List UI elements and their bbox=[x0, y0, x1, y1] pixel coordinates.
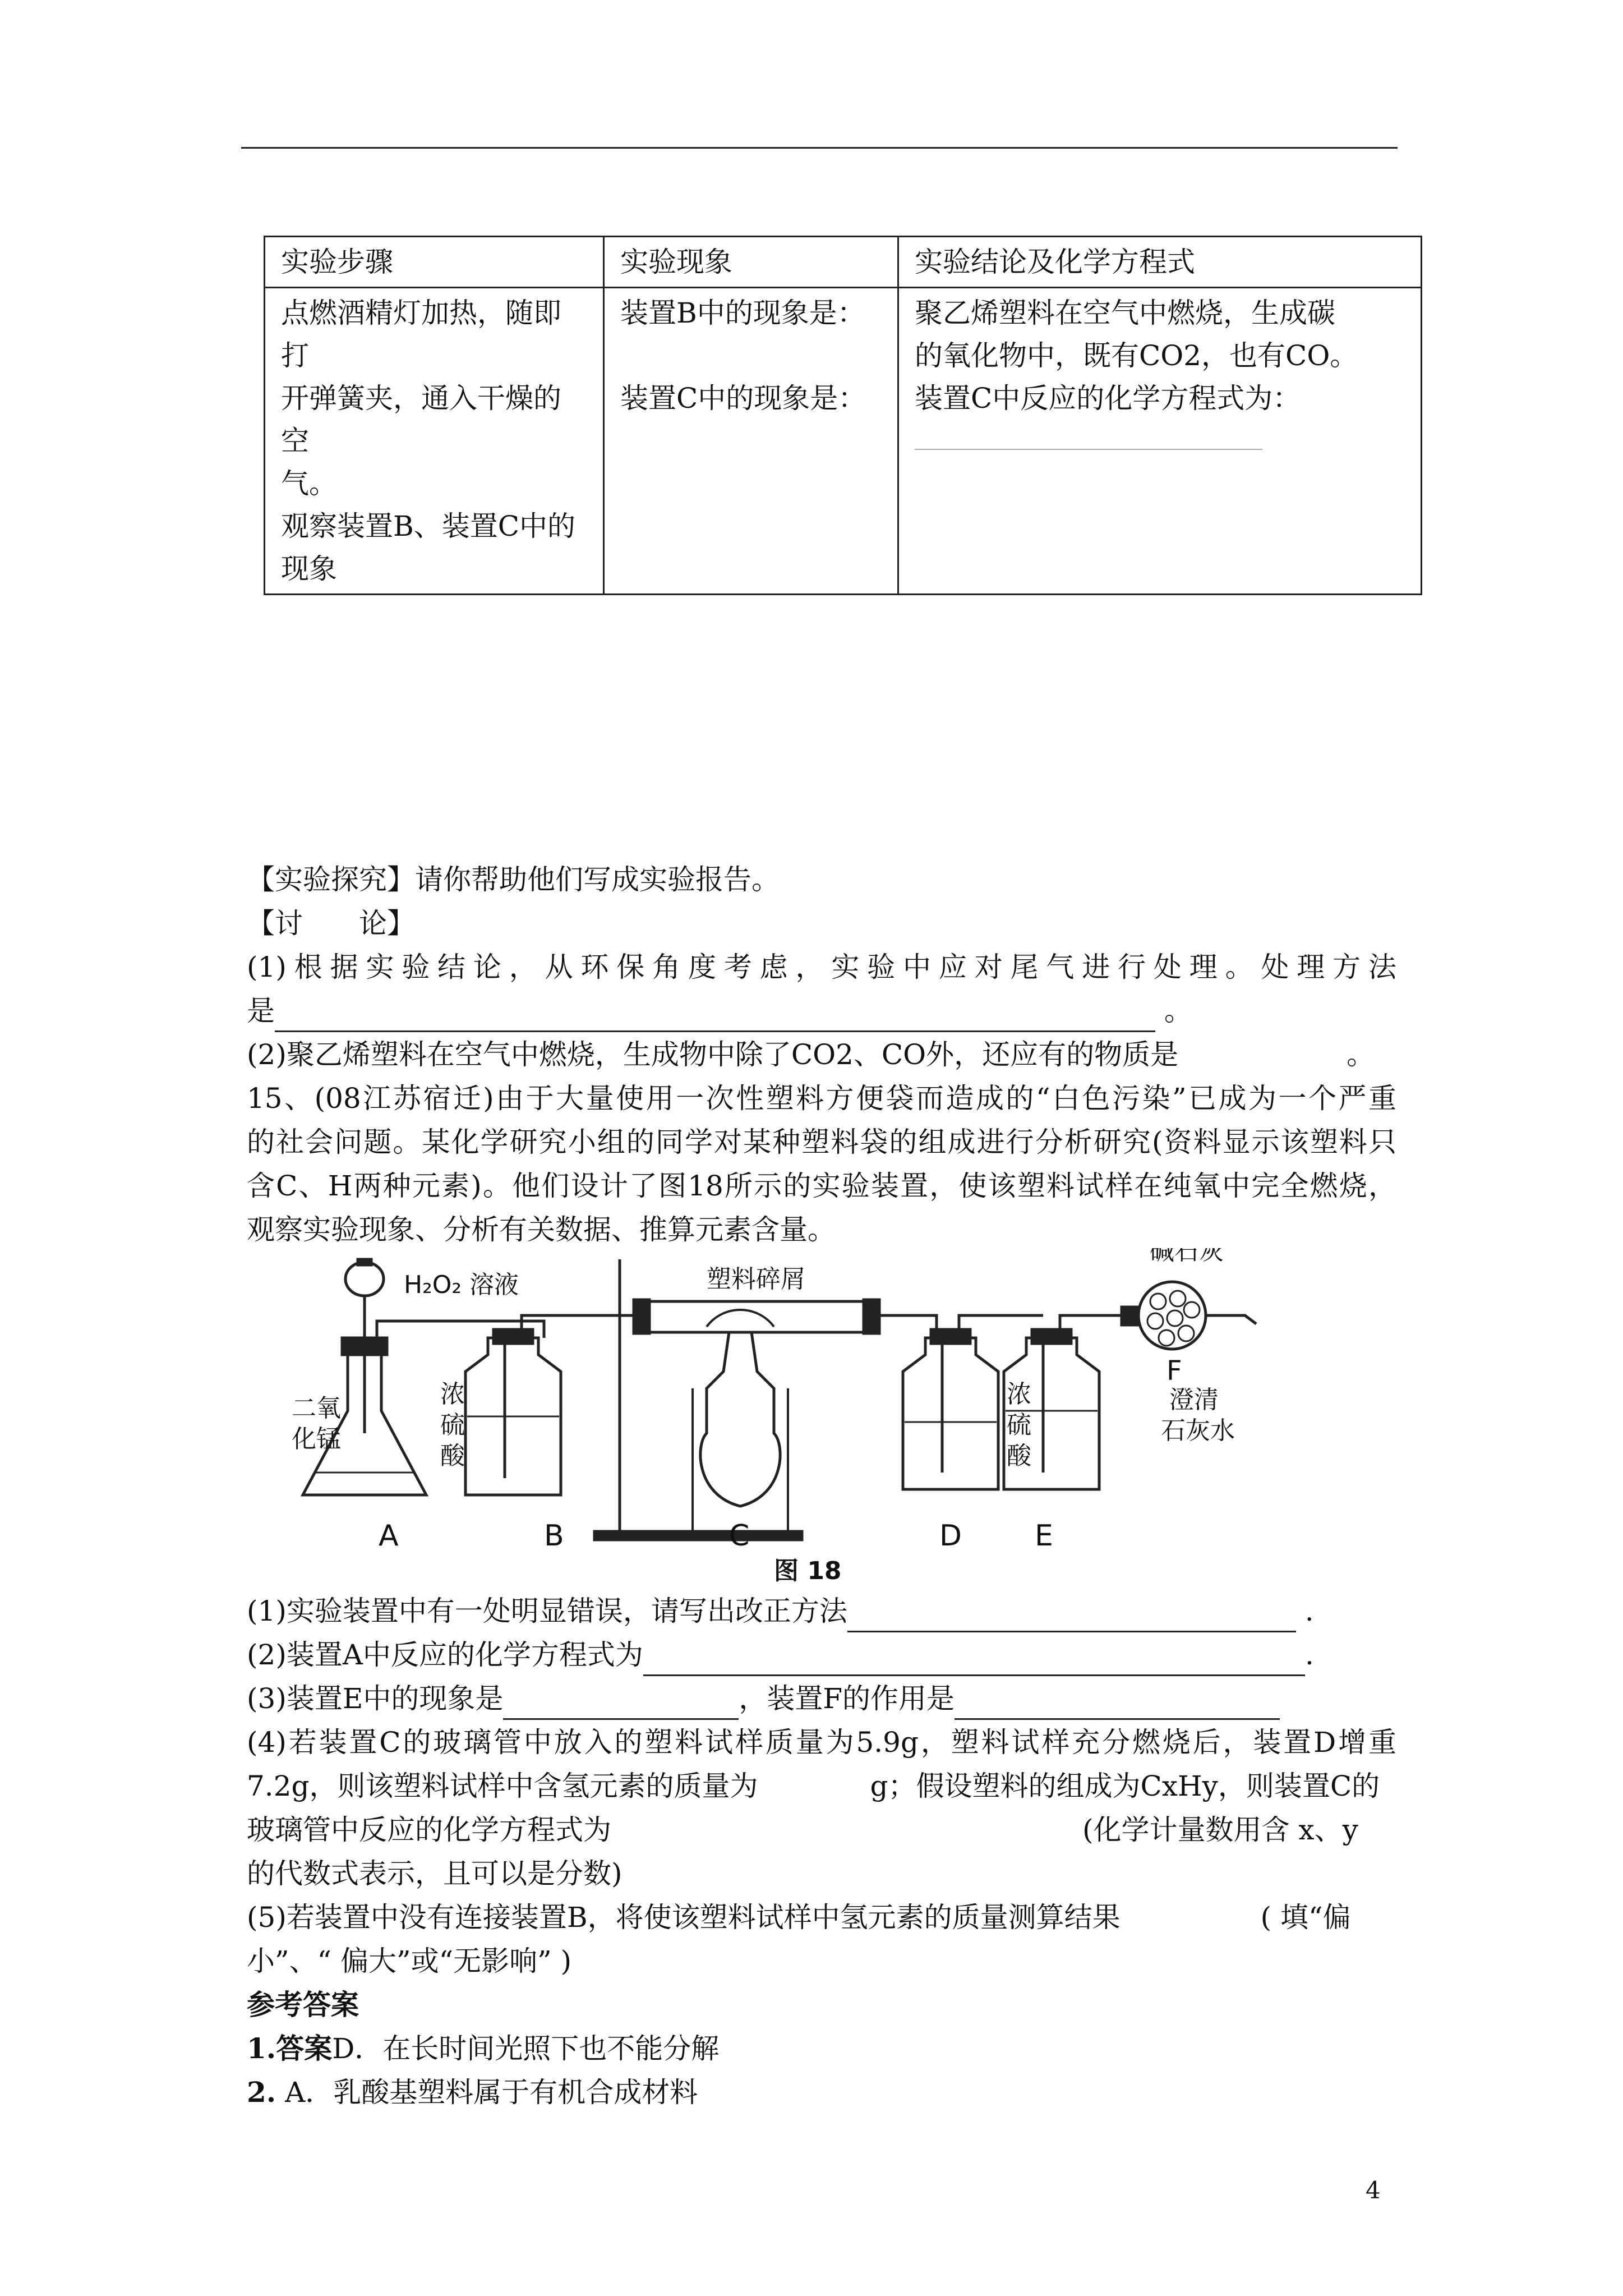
label-h2so4-b-3: 酸 bbox=[440, 1442, 465, 1470]
apparatus-figure bbox=[280, 1248, 1301, 1585]
q-4-line3 bbox=[247, 1809, 1358, 1851]
discuss-q2-end: 。 bbox=[1347, 1038, 1375, 1071]
q15-line1: 15、(08江苏宿迁)由于大量使用一次性塑料方便袋而造成的“白色污染”已成为一个严重 bbox=[247, 1082, 1396, 1115]
q-1-blank bbox=[847, 1599, 1296, 1632]
q-1-end: . bbox=[1304, 1595, 1314, 1627]
q-4-line4: 的代数式表示，且可以是分数) bbox=[247, 1857, 623, 1890]
discuss-heading: 【讨 论】 bbox=[247, 907, 415, 940]
discuss-q2 bbox=[247, 1033, 1375, 1076]
table-header-conclusion: 实验结论及化学方程式 bbox=[898, 237, 1422, 288]
conclusion-line: 的氧化物中，既有CO2，也有CO。 bbox=[915, 339, 1358, 372]
label-plastic-scraps: 塑料碎屑 bbox=[707, 1265, 805, 1294]
table-cell-steps bbox=[265, 288, 604, 595]
q-3-blank-b bbox=[955, 1687, 1280, 1720]
q-4-text-b1: 7.2g，则该塑料试样中含氢元素的质量为 bbox=[247, 1770, 758, 1802]
q-4-text-c2: (化学计量数用含 x、y bbox=[1082, 1814, 1358, 1846]
answer-2 bbox=[247, 2071, 698, 2114]
answer-blank bbox=[915, 423, 1262, 450]
q-5-text-a1: (5)若装置中没有连接装置B，将使该塑料试样中氢元素的质量测算结果 bbox=[247, 1901, 1121, 1934]
answer-1 bbox=[247, 2027, 719, 2070]
q-4-text-c1: 玻璃管中反应的化学方程式为 bbox=[247, 1814, 611, 1846]
drying-tube-outlet bbox=[1206, 1315, 1256, 1324]
q-2-blank bbox=[643, 1643, 1305, 1676]
q-3-text-b: ，装置F的作用是 bbox=[739, 1682, 955, 1715]
table-cell-conclusion bbox=[898, 288, 1422, 595]
discuss-q1-prefix: 是 bbox=[247, 995, 275, 1027]
discuss-q1-end: 。 bbox=[1164, 995, 1192, 1027]
label-h2so4-b-1: 浓 bbox=[440, 1380, 465, 1409]
label-h2o2: H₂O₂ 溶液 bbox=[404, 1271, 519, 1299]
q-2-end: . bbox=[1304, 1639, 1314, 1671]
phenomenon-b: 装置B中的现象是： bbox=[620, 297, 865, 329]
q-2 bbox=[247, 1634, 1314, 1676]
label-h2so4-b-2: 硫 bbox=[440, 1411, 465, 1439]
q-3 bbox=[247, 1677, 1280, 1720]
answers-title bbox=[247, 1984, 359, 2026]
q-1-text: (1)实验装置中有一处明显错误，请写出改正方法 bbox=[247, 1595, 847, 1627]
q-4-line2 bbox=[247, 1765, 1380, 1807]
q-5-text-a2: ( 填“偏 bbox=[1260, 1901, 1351, 1934]
table-header-phenomena: 实验现象 bbox=[604, 237, 898, 288]
stand-base bbox=[594, 1531, 802, 1540]
discuss-q1-blank bbox=[275, 999, 1155, 1032]
answers-title-text: 参考答案 bbox=[247, 1988, 359, 2021]
step-line: 点燃酒精灯加热，随即打 bbox=[281, 297, 561, 372]
page-number: 4 bbox=[1366, 2177, 1381, 2204]
q-3-text-a: (3)装置E中的现象是 bbox=[247, 1682, 504, 1715]
separatory-funnel bbox=[345, 1262, 384, 1296]
q-4-line1: (4)若装置C的玻璃管中放入的塑料试样质量为5.9g，塑料试样充分燃烧后，装置D增重 bbox=[247, 1726, 1396, 1759]
label-d: D bbox=[939, 1519, 962, 1553]
conclusion-line: 聚乙烯塑料在空气中燃烧，生成碳 bbox=[915, 297, 1335, 329]
table-cell-phenomena bbox=[604, 288, 898, 595]
discuss-q1-line1: (1)根据实验结论，从环保角度考虑，实验中应对尾气进行处理。处理方法 bbox=[247, 951, 1396, 983]
step-line: 观察装置B、装置C中的 bbox=[281, 510, 575, 542]
explore-heading: 【实验探究】请你帮助他们写成实验报告。 bbox=[247, 863, 780, 896]
label-c: C bbox=[729, 1519, 750, 1553]
experiment-report-table bbox=[264, 236, 1422, 595]
q-5-line1 bbox=[247, 1896, 1351, 1939]
figure-caption: 图 18 bbox=[774, 1557, 842, 1585]
q-2-text: (2)装置A中反应的化学方程式为 bbox=[247, 1639, 643, 1671]
step-line: 开弹簧夹，通入干燥的空 bbox=[281, 382, 561, 457]
step-line: 气。 bbox=[281, 467, 337, 500]
label-soda-lime: 碱石灰 bbox=[1150, 1248, 1224, 1266]
glass-tube-c bbox=[639, 1301, 875, 1332]
label-limewater-2: 石灰水 bbox=[1161, 1416, 1235, 1445]
label-limewater-1: 澄清 bbox=[1169, 1386, 1219, 1414]
label-h2so4-d-1: 浓 bbox=[1007, 1380, 1031, 1409]
answer-2-text: A．乳酸基塑料属于有机合成材料 bbox=[276, 2076, 698, 2109]
answer-1-label: 1.答案 bbox=[247, 2032, 333, 2065]
q-3-blank-a bbox=[503, 1687, 739, 1720]
alcohol-lamp bbox=[700, 1332, 780, 1506]
q-1 bbox=[247, 1590, 1314, 1632]
label-h2so4-d-3: 酸 bbox=[1007, 1442, 1031, 1470]
answer-1-text: D．在长时间光照下也不能分解 bbox=[332, 2032, 720, 2065]
tube-c-d bbox=[879, 1315, 937, 1338]
drying-tube-f bbox=[1138, 1282, 1206, 1349]
label-b: B bbox=[544, 1519, 564, 1553]
label-h2so4-d-2: 硫 bbox=[1007, 1411, 1031, 1439]
q15-line4: 观察实验现象、分析有关数据、推算元素含量。 bbox=[247, 1213, 836, 1246]
q15-line2: 的社会问题。某化学研究小组的同学对某种塑料袋的组成进行分析研究(资料显示该塑料只 bbox=[247, 1126, 1396, 1158]
label-mno2-2: 化锰 bbox=[292, 1425, 341, 1453]
table-header-steps: 实验步骤 bbox=[265, 237, 604, 288]
label-e: E bbox=[1035, 1519, 1053, 1553]
header-rule bbox=[241, 147, 1398, 149]
q15-line3: 含C、H两种元素)。他们设计了图18所示的实验装置，使该塑料试样在纯氧中完全燃烧， bbox=[247, 1170, 1396, 1202]
answer-2-label: 2. bbox=[247, 2076, 276, 2109]
apparatus-diagram bbox=[280, 1248, 1301, 1585]
conclusion-line: 装置C中反应的化学方程式为： bbox=[915, 382, 1301, 415]
label-mno2-1: 二氧 bbox=[292, 1394, 341, 1423]
tube-b-c bbox=[522, 1315, 639, 1332]
q-5-line2: 小”、“ 偏大”或“无影响” ) bbox=[247, 1945, 572, 1977]
discuss-q1-line2 bbox=[247, 990, 1192, 1032]
plastic-sample bbox=[707, 1310, 774, 1327]
q-4-text-b2: g；假设塑料的组成为CxHy，则装置C的 bbox=[870, 1770, 1380, 1802]
step-line: 现象 bbox=[281, 553, 337, 585]
discuss-q2-text: (2)聚乙烯塑料在空气中燃烧，生成物中除了CO2、CO外，还应有的物质是 bbox=[247, 1038, 1179, 1071]
label-f: F bbox=[1166, 1355, 1182, 1387]
phenomenon-c: 装置C中的现象是： bbox=[620, 382, 866, 415]
label-a: A bbox=[379, 1519, 399, 1553]
bottle-d bbox=[903, 1338, 998, 1489]
